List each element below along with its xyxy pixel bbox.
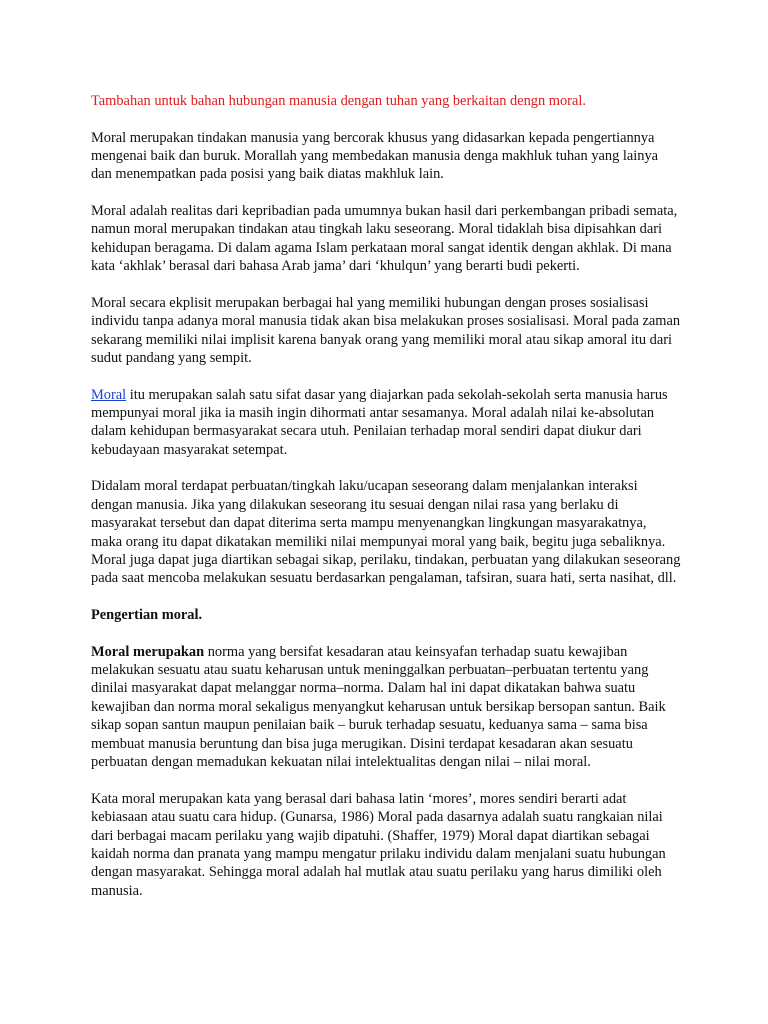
paragraph-6 xyxy=(91,643,681,772)
paragraph-2: Moral adalah realitas dari kepribadian pada umumnya bukan hasil dari perkembangan pribadi semata, namun moral merupakan tindakan atau tingkah laku seseorang. Moral tidaklah bisa dipisahkan dari kehidupan beragama. Di dalam agama Islam perkataan moral sangat identik dengan akhlak. Di mana kata ‘akhlak’ berasal dari bahasa Arab jama’ dari ‘khulqun’ yang berarti budi pekerti. xyxy=(91,203,678,275)
paragraph-5: Didalam moral terdapat perbuatan/tingkah laku/ucapan seseorang dalam menjalankan interaksi dengan manusia. Jika yang dilakukan seseorang itu sesuai dengan nilai rasa yang berlaku di masyarakat tersebut dan dapat diterima serta mampu menyenangkan lingkungan masyarakatnya, maka orang itu dapat dikatakan memiliki nilai mempunyai moral yang baik, begitu juga sebaliknya. Moral juga dapat juga diartikan sebagai sikap, perilaku, tindakan, perbuatan yang dilakukan seseorang pada saat mencoba melakukan sesuatu berdasarkan pengalaman, tafsiran, suara hati, serta nasihat, dll. xyxy=(91,478,681,587)
document-body xyxy=(91,92,681,918)
section-heading: Pengertian moral. xyxy=(91,607,203,624)
paragraph-6-bold-lead: Moral merupakan xyxy=(91,643,205,660)
paragraph-4 xyxy=(91,386,681,460)
moral-link[interactable]: Moral xyxy=(91,386,127,403)
paragraph-1: Moral merupakan tindakan manusia yang bercorak khusus yang didasarkan kepada pengertiannya mengenai baik dan buruk. Morallah yang membedakan manusia denga makhluk tuhan yang lainya dan menempatkan pada posisi yang baik diatas makhluk lain. xyxy=(91,129,659,183)
paragraph-3: Moral secara ekplisit merupakan berbagai hal yang memiliki hubungan dengan proses sosialisasi individu tanpa adanya moral manusia tidak akan bisa melakukan proses sosialisasi. Moral pada zaman sekarang memiliki nilai implisit karena banyak orang yang memiliki moral atau sikap amoral itu dari sudut pandang yang sempit. xyxy=(91,294,681,367)
paragraph-7: Kata moral merupakan kata yang berasal dari bahasa latin ‘mores’, mores sendiri berarti adat kebiasaan atau suatu cara hidup. (Gunarsa, 1986) Moral pada dasarnya adalah suatu rangkaian nilai dari berbagai macam perilaku yang wajib dipatuhi. (Shaffer, 1979) Moral dapat diartikan sebagai kaidah norma dan pranata yang mampu mengatur prilaku individu dalam menjalani suatu hubungan dengan masyarakat. Sehingga moral adalah hal mutlak atau suatu perilaku yang harus dimiliki oleh manusia. xyxy=(91,790,666,899)
document-title-line: Tambahan untuk bahan hubungan manusia dengan tuhan yang berkaitan dengn moral. xyxy=(91,93,586,109)
paragraph-6-text: norma yang bersifat kesadaran atau keinsyafan terhadap suatu kewajiban melakukan sesuatu atau suatu keharusan untuk meninggalkan perbuatan–perbuatan tertentu yang dinilai masyarakat dapat melanggar norma–norma. Dalam hal ini dapat dikatakan bahwa suatu kewajiban dan norma moral sekaligus menyangkut keharusan untuk bersikap bersopan santun. Baik sikap sopan santun maupun penilaian baik – buruk terhadap sesuatu, keduanya sama – sama bisa membuat manusia beruntung dan bisa juga merugikan. Disini terdapat kesadaran akan sesuatu perbuatan dengan memadukan kekuatan nilai intelektualitas dengan nilai – nilai moral. xyxy=(91,643,666,771)
paragraph-4-text: itu merupakan salah satu sifat dasar yang diajarkan pada sekolah-sekolah serta manusia harus mempunyai moral jika ia masih ingin dihormati antar sesamanya. Moral adalah nilai ke-absolutan dalam kehidupan bermasyarakat secara utuh. Penilaian terhadap moral sendiri dapat diukur dari kebudayaan masyarakat setempat. xyxy=(91,386,668,458)
